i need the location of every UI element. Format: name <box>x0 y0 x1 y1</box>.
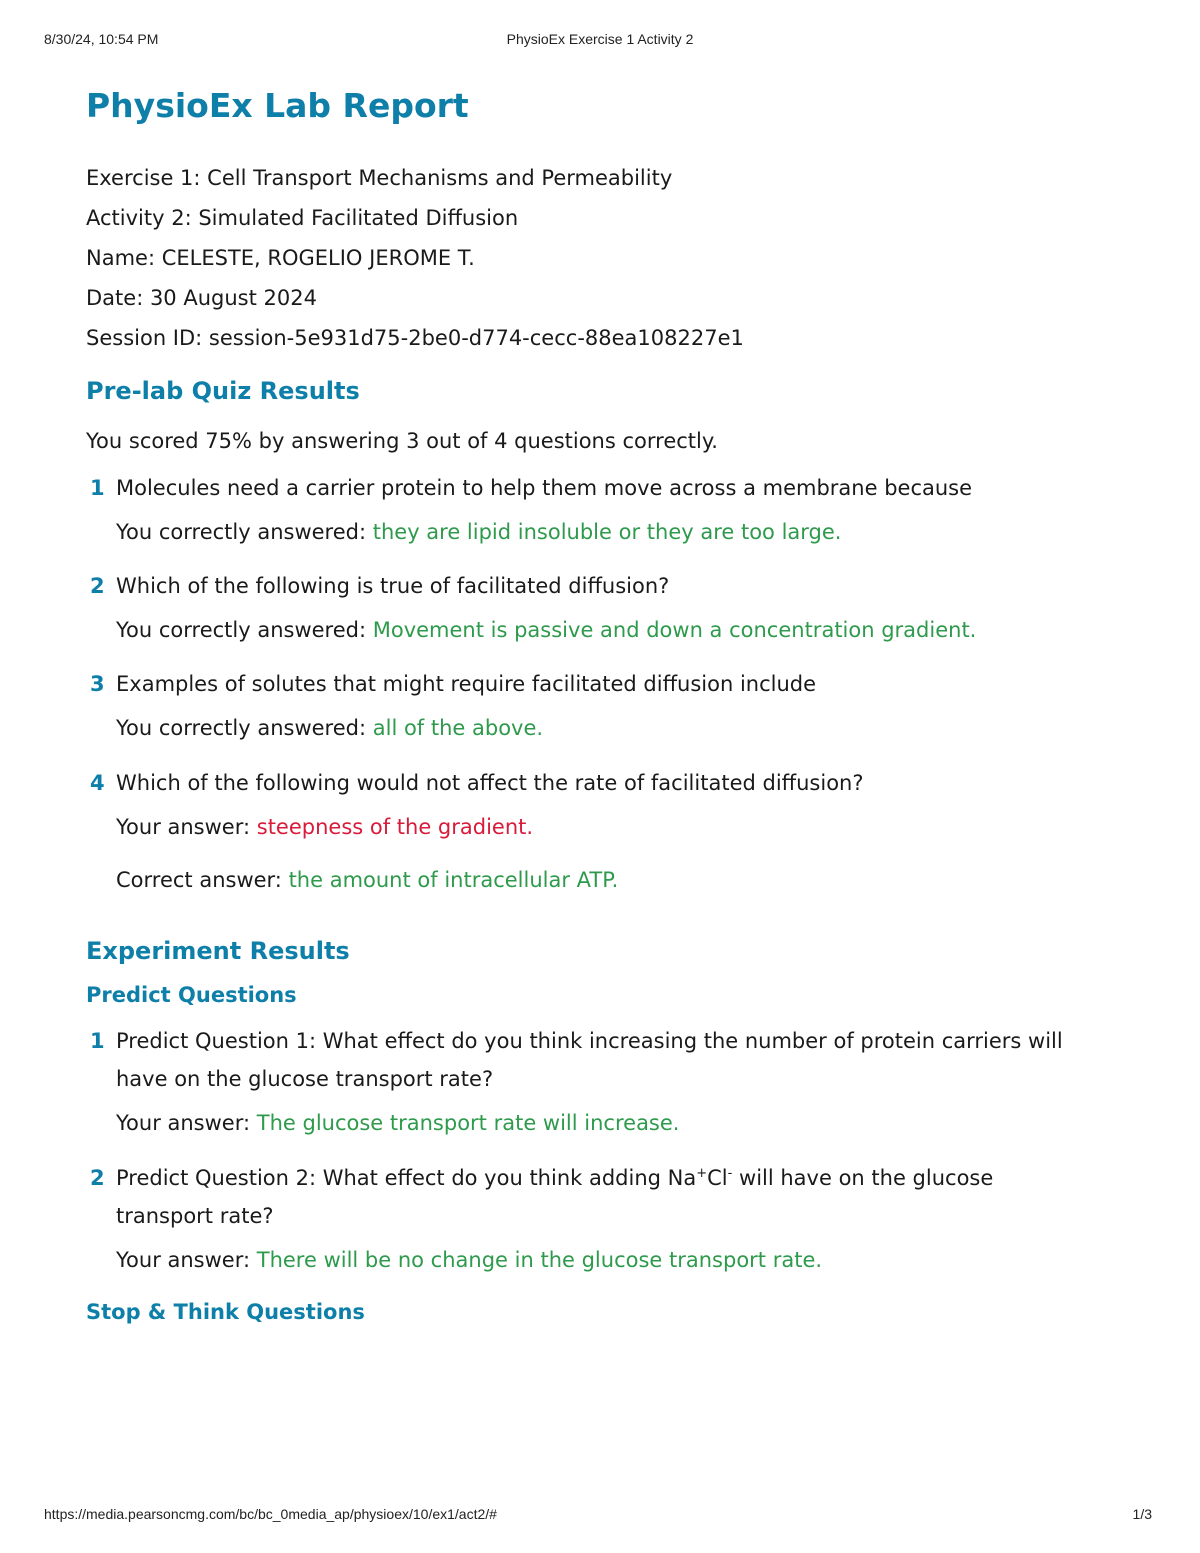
print-footer <box>0 1506 1200 1526</box>
prelab-question-2 <box>86 567 1146 605</box>
question-number: 3 <box>90 672 105 696</box>
question-text: Examples of solutes that might require facilitated diffusion include <box>116 672 817 696</box>
experiment-heading: Experiment Results <box>86 937 350 965</box>
prelab-answer-2 <box>86 616 1146 644</box>
question-text-mid: Cl <box>707 1166 728 1190</box>
question-text-pre: Predict Question 2: What effect do you think adding Na <box>116 1166 697 1190</box>
answer-label: You correctly answered: <box>116 716 373 740</box>
prelab-answer-3 <box>86 714 1146 742</box>
answer-label: Your answer: <box>116 1111 257 1135</box>
answer-label: Your answer: <box>116 1248 257 1272</box>
stop-think-heading: Stop & Think Questions <box>86 1300 365 1324</box>
question-text: Which of the following would not affect the rate of facilitated diffusion? <box>116 771 864 795</box>
predict-answer-2 <box>86 1246 1146 1274</box>
predict-answer-1 <box>86 1109 1146 1137</box>
prelab-question-1 <box>86 469 1146 507</box>
question-text-line1 <box>116 1159 1146 1197</box>
session-line: Session ID: session-5e931d75-2be0-d774-cecc-88ea108227e1 <box>86 326 744 350</box>
date-line: Date: 30 August 2024 <box>86 286 317 310</box>
answer-label: You correctly answered: <box>116 520 373 544</box>
prelab-correct-answer-4 <box>86 866 1146 894</box>
name-line: Name: CELESTE, ROGELIO JEROME T. <box>86 246 475 270</box>
answer-value: all of the above. <box>372 716 544 740</box>
prelab-answer-1 <box>86 518 1146 546</box>
print-datetime: 8/30/24, 10:54 PM <box>44 31 159 47</box>
print-title: PhysioEx Exercise 1 Activity 2 <box>506 31 694 47</box>
question-text-line2: transport rate? <box>116 1204 274 1228</box>
correct-answer-value: the amount of intracellular ATP. <box>288 868 619 892</box>
page-number: 1/3 <box>1132 1506 1152 1522</box>
activity-line: Activity 2: Simulated Facilitated Diffusion <box>86 206 519 230</box>
question-text-line1: Predict Question 1: What effect do you think increasing the number of protein carriers will <box>116 1029 1063 1053</box>
prelab-heading: Pre-lab Quiz Results <box>86 377 360 405</box>
answer-value: Movement is passive and down a concentration gradient. <box>372 618 977 642</box>
answer-label: Your answer: <box>116 815 257 839</box>
answer-value: There will be no change in the glucose transport rate. <box>256 1248 823 1272</box>
question-text: Which of the following is true of facilitated diffusion? <box>116 574 670 598</box>
prelab-question-4 <box>86 764 1146 802</box>
question-number: 2 <box>90 1166 105 1190</box>
answer-value: The glucose transport rate will increase. <box>256 1111 680 1135</box>
answer-value: they are lipid insoluble or they are too large. <box>372 520 842 544</box>
question-number: 4 <box>90 771 105 795</box>
exercise-line: Exercise 1: Cell Transport Mechanisms and Permeability <box>86 166 673 190</box>
answer-label: You correctly answered: <box>116 618 373 642</box>
page-url: https://media.pearsoncmg.com/bc/bc_0media_ap/physioex/10/ex1/act2/# <box>44 1506 497 1522</box>
question-number: 1 <box>90 1029 105 1053</box>
superscript-plus: + <box>696 1166 708 1181</box>
lab-report <box>86 80 1146 1325</box>
question-number: 2 <box>90 574 105 598</box>
prelab-score: You scored 75% by answering 3 out of 4 questions correctly. <box>86 429 718 453</box>
answer-value-wrong: steepness of the gradient. <box>256 815 534 839</box>
question-number: 1 <box>90 476 105 500</box>
prelab-answer-4 <box>86 813 1146 841</box>
prelab-question-3 <box>86 665 1146 703</box>
report-title: PhysioEx Lab Report <box>86 86 469 125</box>
correct-answer-label: Correct answer: <box>116 868 289 892</box>
print-header <box>0 31 1200 51</box>
predict-question-1 <box>86 1022 1146 1098</box>
question-text-line2: have on the glucose transport rate? <box>116 1067 494 1091</box>
superscript-minus: - <box>727 1166 733 1181</box>
question-text-post: will have on the glucose <box>732 1166 994 1190</box>
question-text: Molecules need a carrier protein to help them move across a membrane because <box>116 476 973 500</box>
predict-question-2 <box>86 1159 1146 1235</box>
predict-heading: Predict Questions <box>86 983 297 1007</box>
